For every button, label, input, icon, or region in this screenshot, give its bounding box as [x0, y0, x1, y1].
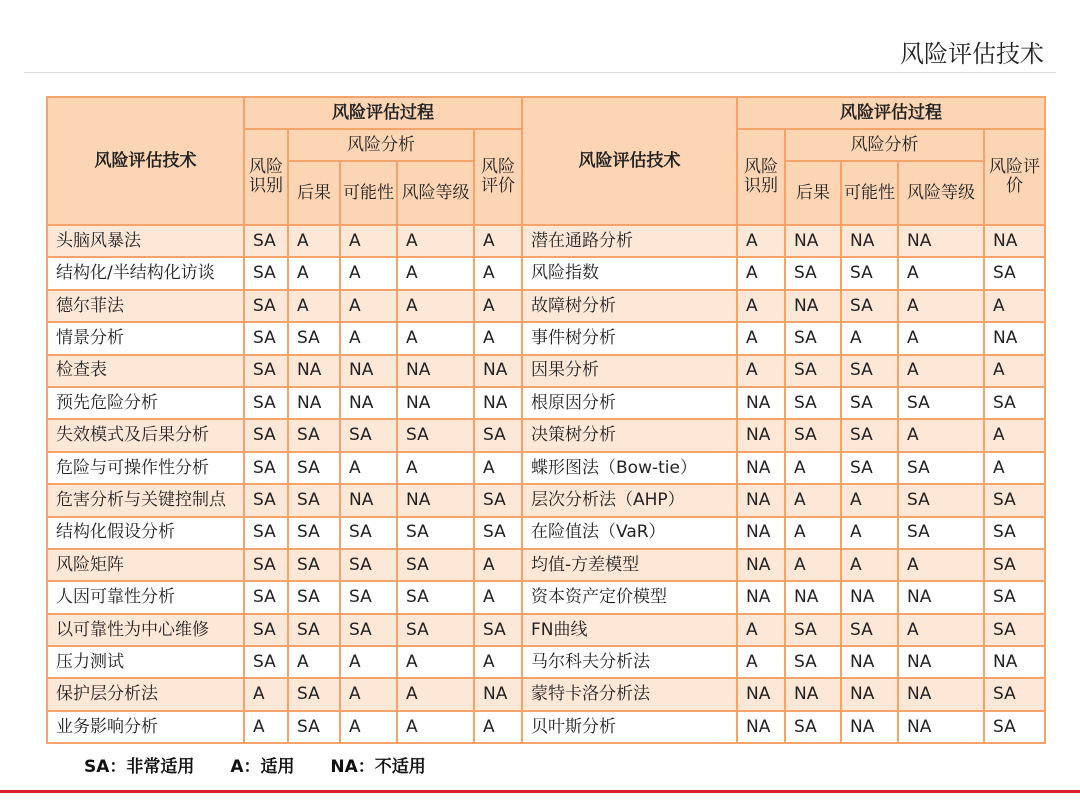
rating-cell: SA [898, 484, 984, 516]
rating-cell: NA [984, 225, 1045, 257]
rating-cell: A [737, 646, 785, 678]
rating-cell: A [898, 355, 984, 387]
rating-cell: SA [474, 419, 522, 451]
header-process-right: 风险评估过程 [737, 97, 1045, 129]
rating-cell: A [898, 419, 984, 451]
header-technique-right: 风险评估技术 [522, 97, 737, 225]
rating-cell: SA [898, 387, 984, 419]
table-row [47, 484, 1045, 516]
rating-cell: SA [785, 355, 841, 387]
rating-cell: A [898, 322, 984, 354]
header-process-left: 风险评估过程 [244, 97, 522, 129]
technique-name: 结构化假设分析 [47, 517, 244, 549]
technique-name: 危险与可操作性分析 [47, 452, 244, 484]
rating-cell: SA [244, 581, 288, 613]
rating-cell: A [474, 290, 522, 322]
rating-cell: SA [340, 581, 397, 613]
header-analysis-left: 风险分析 [288, 129, 474, 161]
rating-cell: NA [841, 678, 898, 710]
rating-cell: SA [244, 257, 288, 289]
technique-name: 头脑风暴法 [47, 225, 244, 257]
technique-name: 检查表 [47, 355, 244, 387]
rating-cell: NA [737, 678, 785, 710]
table-row [47, 257, 1045, 289]
legend-sa: SA：非常适用 [84, 757, 195, 777]
rating-cell: SA [984, 257, 1045, 289]
rating-cell: SA [984, 614, 1045, 646]
rating-cell: A [397, 322, 474, 354]
footer-divider [0, 790, 1080, 793]
rating-cell: A [785, 484, 841, 516]
rating-cell: NA [737, 517, 785, 549]
technique-name: 事件树分析 [522, 322, 737, 354]
rating-cell: NA [785, 581, 841, 613]
rating-cell: A [737, 322, 785, 354]
technique-name: 潜在通路分析 [522, 225, 737, 257]
rating-cell: SA [397, 549, 474, 581]
rating-cell: A [841, 549, 898, 581]
rating-cell: SA [984, 678, 1045, 710]
rating-cell: A [244, 678, 288, 710]
rating-cell: SA [244, 517, 288, 549]
rating-cell: A [737, 225, 785, 257]
technique-name: 蒙特卡洛分析法 [522, 678, 737, 710]
technique-name: 在险值法（VaR） [522, 517, 737, 549]
technique-name: 均值-方差模型 [522, 549, 737, 581]
rating-cell: SA [397, 419, 474, 451]
header-consequence-left: 后果 [288, 161, 340, 225]
rating-cell: A [898, 290, 984, 322]
rating-cell: A [785, 452, 841, 484]
rating-cell: SA [244, 549, 288, 581]
technique-name: 预先危险分析 [47, 387, 244, 419]
rating-cell: SA [288, 614, 340, 646]
rating-cell: SA [340, 419, 397, 451]
rating-cell: A [474, 322, 522, 354]
rating-cell: SA [288, 452, 340, 484]
rating-cell: SA [244, 355, 288, 387]
rating-cell: NA [785, 678, 841, 710]
rating-cell: NA [340, 355, 397, 387]
header-likelihood-left: 可能性 [340, 161, 397, 225]
rating-cell: SA [288, 484, 340, 516]
rating-cell: SA [288, 322, 340, 354]
rating-cell: NA [785, 225, 841, 257]
technique-name: 蝶形图法（Bow-tie） [522, 452, 737, 484]
table-row [47, 581, 1045, 613]
rating-cell: SA [984, 387, 1045, 419]
rating-cell: SA [785, 614, 841, 646]
rating-cell: NA [898, 646, 984, 678]
rating-cell: NA [737, 419, 785, 451]
table-row [47, 419, 1045, 451]
rating-cell: SA [244, 225, 288, 257]
header-likelihood-right: 可能性 [841, 161, 898, 225]
rating-cell: A [737, 257, 785, 289]
rating-cell: SA [288, 581, 340, 613]
table-body [47, 225, 1045, 743]
rating-cell: NA [737, 484, 785, 516]
rating-cell: SA [841, 257, 898, 289]
rating-cell: NA [737, 549, 785, 581]
rating-cell: NA [841, 581, 898, 613]
rating-cell: A [474, 581, 522, 613]
rating-cell: SA [474, 517, 522, 549]
rating-cell: A [841, 484, 898, 516]
rating-cell: A [474, 711, 522, 743]
rating-cell: SA [244, 484, 288, 516]
technique-name: 资本资产定价模型 [522, 581, 737, 613]
table-row [47, 614, 1045, 646]
legend-na: NA：不适用 [330, 757, 426, 777]
rating-cell: NA [474, 387, 522, 419]
rating-cell: A [340, 257, 397, 289]
rating-cell: SA [898, 452, 984, 484]
rating-cell: NA [898, 225, 984, 257]
rating-cell: A [397, 711, 474, 743]
technique-name: FN曲线 [522, 614, 737, 646]
rating-cell: A [785, 517, 841, 549]
rating-cell: A [898, 257, 984, 289]
rating-cell: A [984, 355, 1045, 387]
table-row [47, 225, 1045, 257]
legend [84, 752, 456, 777]
technique-name: 贝叶斯分析 [522, 711, 737, 743]
rating-cell: A [737, 355, 785, 387]
rating-cell: SA [785, 419, 841, 451]
rating-cell: A [288, 257, 340, 289]
rating-cell: A [340, 678, 397, 710]
header-technique-left: 风险评估技术 [47, 97, 244, 225]
table-row [47, 517, 1045, 549]
technique-name: 德尔菲法 [47, 290, 244, 322]
technique-name: 压力测试 [47, 646, 244, 678]
rating-cell: A [397, 646, 474, 678]
header-consequence-right: 后果 [785, 161, 841, 225]
rating-cell: A [244, 711, 288, 743]
rating-cell: A [898, 549, 984, 581]
rating-cell: SA [984, 549, 1045, 581]
technique-name: 风险指数 [522, 257, 737, 289]
rating-cell: SA [288, 419, 340, 451]
rating-cell: A [340, 225, 397, 257]
table-row [47, 452, 1045, 484]
rating-cell: SA [785, 387, 841, 419]
rating-cell: SA [841, 290, 898, 322]
rating-cell: A [340, 322, 397, 354]
risk-assessment-table [46, 96, 1046, 744]
rating-cell: A [737, 290, 785, 322]
rating-cell: NA [737, 387, 785, 419]
rating-cell: NA [474, 678, 522, 710]
header-identification-left: 风险识别 [244, 129, 288, 225]
rating-cell: A [288, 290, 340, 322]
page-title: 风险评估技术 [900, 40, 1044, 68]
rating-cell: A [397, 678, 474, 710]
rating-cell: NA [288, 387, 340, 419]
header-evaluation-right: 风险评价 [984, 129, 1045, 225]
rating-cell: A [474, 257, 522, 289]
rating-cell: SA [244, 646, 288, 678]
rating-cell: A [474, 549, 522, 581]
table-row [47, 355, 1045, 387]
rating-cell: SA [898, 517, 984, 549]
technique-name: 马尔科夫分析法 [522, 646, 737, 678]
rating-cell: SA [397, 614, 474, 646]
rating-cell: A [340, 711, 397, 743]
rating-cell: SA [340, 549, 397, 581]
technique-name: 以可靠性为中心维修 [47, 614, 244, 646]
rating-cell: NA [841, 646, 898, 678]
technique-name: 情景分析 [47, 322, 244, 354]
rating-cell: SA [244, 614, 288, 646]
rating-cell: SA [984, 581, 1045, 613]
rating-cell: SA [397, 517, 474, 549]
rating-cell: SA [288, 711, 340, 743]
header-level-right: 风险等级 [898, 161, 984, 225]
rating-cell: A [474, 646, 522, 678]
table-row [47, 387, 1045, 419]
rating-cell: A [737, 614, 785, 646]
rating-cell: NA [984, 322, 1045, 354]
rating-cell: SA [841, 452, 898, 484]
rating-cell: SA [785, 711, 841, 743]
rating-cell: SA [785, 257, 841, 289]
rating-cell: SA [841, 614, 898, 646]
rating-cell: SA [244, 290, 288, 322]
rating-cell: A [898, 614, 984, 646]
rating-cell: NA [737, 581, 785, 613]
rating-cell: NA [898, 678, 984, 710]
technique-name: 风险矩阵 [47, 549, 244, 581]
rating-cell: A [288, 646, 340, 678]
table-row [47, 711, 1045, 743]
technique-name: 因果分析 [522, 355, 737, 387]
rating-cell: A [397, 257, 474, 289]
technique-name: 决策树分析 [522, 419, 737, 451]
rating-cell: NA [841, 225, 898, 257]
table-row [47, 549, 1045, 581]
rating-cell: A [474, 452, 522, 484]
technique-name: 人因可靠性分析 [47, 581, 244, 613]
rating-cell: A [397, 452, 474, 484]
header-evaluation-left: 风险评价 [474, 129, 522, 225]
table-row [47, 290, 1045, 322]
rating-cell: A [340, 452, 397, 484]
rating-cell: SA [474, 614, 522, 646]
rating-cell: SA [984, 517, 1045, 549]
rating-cell: NA [340, 387, 397, 419]
rating-cell: SA [984, 484, 1045, 516]
rating-cell: A [474, 225, 522, 257]
header-analysis-right: 风险分析 [785, 129, 984, 161]
rating-cell: A [397, 225, 474, 257]
rating-cell: SA [340, 517, 397, 549]
rating-cell: SA [785, 646, 841, 678]
rating-cell: SA [288, 549, 340, 581]
rating-cell: SA [785, 322, 841, 354]
rating-cell: SA [841, 355, 898, 387]
table-row [47, 678, 1045, 710]
rating-cell: NA [397, 484, 474, 516]
technique-name: 业务影响分析 [47, 711, 244, 743]
rating-cell: NA [397, 387, 474, 419]
rating-cell: SA [288, 517, 340, 549]
rating-cell: A [984, 290, 1045, 322]
rating-cell: A [340, 646, 397, 678]
technique-name: 层次分析法（AHP） [522, 484, 737, 516]
rating-cell: SA [244, 419, 288, 451]
rating-cell: NA [984, 646, 1045, 678]
rating-cell: A [841, 517, 898, 549]
rating-cell: A [785, 549, 841, 581]
rating-cell: NA [737, 711, 785, 743]
table-row [47, 322, 1045, 354]
rating-cell: NA [898, 711, 984, 743]
rating-cell: A [984, 452, 1045, 484]
rating-cell: SA [244, 452, 288, 484]
rating-cell: NA [397, 355, 474, 387]
header-level-left: 风险等级 [397, 161, 474, 225]
header-identification-right: 风险识别 [737, 129, 785, 225]
rating-cell: SA [288, 678, 340, 710]
rating-cell: NA [898, 581, 984, 613]
technique-name: 故障树分析 [522, 290, 737, 322]
technique-name: 根原因分析 [522, 387, 737, 419]
rating-cell: A [984, 419, 1045, 451]
technique-name: 保护层分析法 [47, 678, 244, 710]
rating-cell: NA [288, 355, 340, 387]
rating-cell: NA [340, 484, 397, 516]
technique-name: 结构化/半结构化访谈 [47, 257, 244, 289]
rating-cell: A [340, 290, 397, 322]
title-divider [24, 72, 1056, 73]
rating-cell: SA [397, 581, 474, 613]
rating-cell: NA [785, 290, 841, 322]
technique-name: 危害分析与关键控制点 [47, 484, 244, 516]
rating-cell: A [841, 322, 898, 354]
table-row [47, 646, 1045, 678]
rating-cell: NA [737, 452, 785, 484]
rating-cell: SA [244, 387, 288, 419]
rating-cell: SA [841, 419, 898, 451]
rating-cell: A [288, 225, 340, 257]
technique-name: 失效模式及后果分析 [47, 419, 244, 451]
legend-a: A：适用 [230, 757, 295, 777]
rating-cell: SA [474, 484, 522, 516]
rating-cell: SA [841, 387, 898, 419]
rating-cell: SA [340, 614, 397, 646]
rating-cell: NA [474, 355, 522, 387]
rating-cell: A [397, 290, 474, 322]
rating-cell: SA [984, 711, 1045, 743]
rating-cell: SA [244, 322, 288, 354]
rating-cell: NA [841, 711, 898, 743]
